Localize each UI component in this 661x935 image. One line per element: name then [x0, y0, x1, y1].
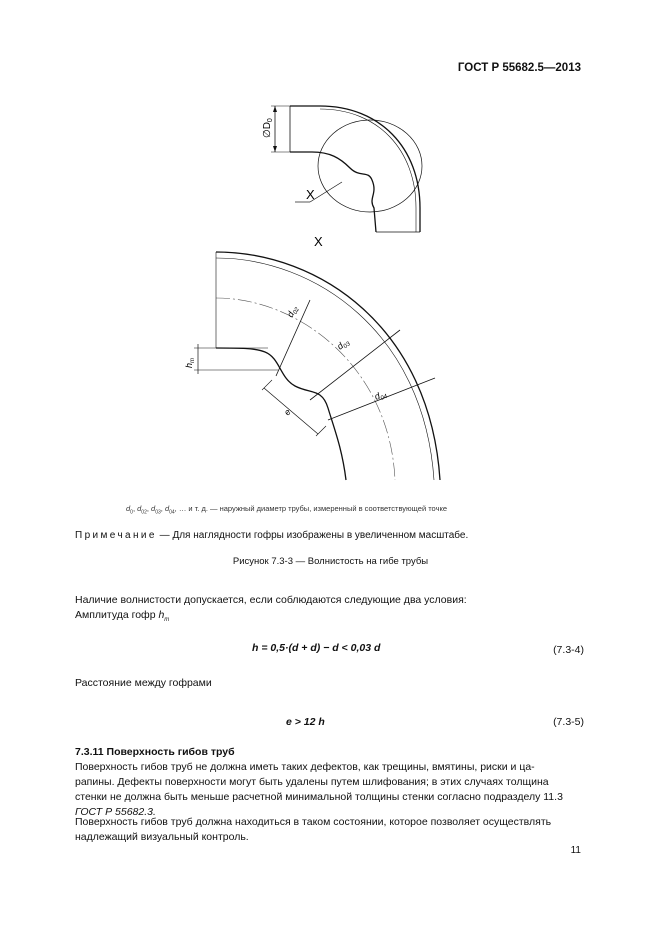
d03-label: $d_{03}$: [335, 340, 352, 352]
d03-line: [310, 330, 400, 400]
paragraph-surface-1: Поверхность гибов труб не должна иметь таких дефектов, как трещины, вмятины, риски и ца- рапины. Дефекты поверхности могут быть удалены путем шлифования; в этих случаях толщина стенки не должна быть меньше расчетной минимальной толщины стенки согласно подразделу 11.3 ГОСТ Р 55682.3.: [75, 761, 563, 818]
detail-drawing: [180, 248, 450, 488]
d04-label: $d_{04}$: [373, 390, 389, 402]
outer-bend-line: [320, 106, 420, 232]
paragraph-distance: Расстояние между гофрами: [75, 677, 212, 689]
bend-drawing: [250, 98, 440, 238]
d0-label: $\emptyset D_0$: [262, 118, 274, 138]
paragraph-amplitude: Амплитуда гофр $h_m$: [75, 609, 170, 624]
detail-outer-wall: [216, 252, 440, 480]
svg-text:X: X: [314, 234, 323, 249]
hm-label: $h_m$: [184, 357, 196, 368]
standard-header: ГОСТ Р 55682.5—2013: [457, 62, 581, 74]
inner-bend-line: [312, 152, 376, 232]
figure-caption: Рисунок 7.3-3 — Волнистость на гибе трубы: [232, 556, 429, 567]
formula-7-3-5-number: (7.3-5): [553, 716, 584, 728]
detail-mark-label: X: [306, 187, 315, 202]
detail-centerline: [216, 298, 395, 480]
figure-note: Примечание — Для наглядности гофры изображены в увеличенном масштабе.: [75, 530, 469, 541]
formula-7-3-5: e > 12 h: [286, 716, 325, 728]
section-title: 7.3.11 Поверхность гибов труб: [75, 746, 235, 758]
formula-7-3-4-number: (7.3-4): [553, 644, 584, 656]
page-number: 11: [570, 845, 581, 856]
paragraph-conditions: Наличие волнистости допускается, если соблюдаются следующие два условия:: [75, 594, 467, 606]
paragraph-surface-2: Поверхность гибов труб должна находиться в таком состоянии, которое позволяет осуществлять надлежащий визуальный контроль.: [75, 816, 552, 843]
d02-label: $d_{02}$: [284, 306, 302, 319]
e-dimension-line: [264, 388, 318, 434]
formula-7-3-4: h = 0,5·(d + d) − d < 0,03 d: [252, 642, 381, 654]
figure-legend: $d_0$, $d_{02}$, $d_{03}$, $d_{04}$, … и т. д. — наружный диаметр трубы, измеренный в соответствующей точке: [126, 504, 448, 516]
e-label: e: [281, 407, 293, 418]
detail-inner-wall: [216, 348, 346, 480]
detail-circle: [318, 120, 422, 212]
